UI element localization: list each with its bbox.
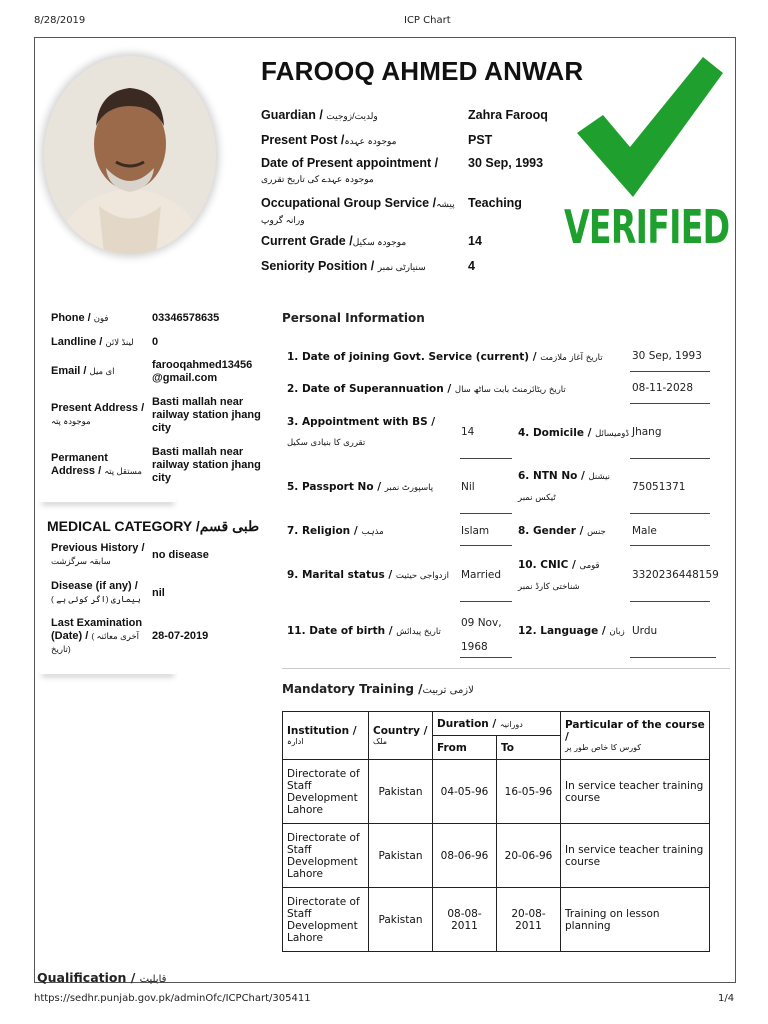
particular-cell: Training on lesson planning	[561, 888, 710, 952]
mandatory-training-title: Mandatory Training /لازمی تربیت	[282, 682, 474, 696]
occupational-group-label: Occupational Group Service /پیشہ ورانہ گروپ	[261, 196, 455, 225]
bs-underline	[460, 458, 512, 459]
phone-value: 03346578635	[152, 312, 220, 324]
last-exam-value: 28-07-2019	[152, 630, 209, 642]
to-cell: 16-05-96	[497, 760, 561, 824]
superannuation-value: 08-11-2028	[632, 382, 694, 394]
ntn-value: 75051371	[632, 481, 686, 493]
personal-info-title: Personal Information	[282, 311, 425, 325]
passport-label: 5. Passport No / پاسپورٹ نمبر	[287, 481, 434, 493]
superannuation-underline	[630, 403, 710, 404]
current-grade-label: Current Grade /موجودہ سکیل	[261, 234, 407, 248]
from-cell: 08-08-2011	[433, 888, 497, 952]
contact-shadow-divider	[40, 496, 176, 502]
institution-header: Institution / ادارہ	[283, 712, 369, 760]
last-exam-label: Last Examination (Date) / ( آخری معائنہ (تاریخ	[51, 617, 143, 654]
marital-underline	[460, 601, 512, 602]
employee-name: FAROOQ AHMED ANWAR	[261, 56, 584, 86]
country-cell: Pakistan	[369, 888, 433, 952]
language-label: 12. Language / زبان	[518, 625, 625, 637]
particular-cell: In service teacher training course	[561, 824, 710, 888]
country-header: Country / ملک	[369, 712, 433, 760]
landline-value: 0	[152, 336, 159, 348]
cnic-label: 10. CNIC / قومی شناختی کارڈ نمبر	[518, 559, 600, 592]
present-post-label: Present Post /موجودہ عہدہ	[261, 133, 397, 147]
current-grade-value: 14	[468, 234, 482, 248]
dob-value: 09 Nov, 1968	[461, 617, 502, 653]
particular-cell: In service teacher training course	[561, 760, 710, 824]
from-header: From	[433, 736, 497, 760]
marital-label: 9. Marital status / ازدواجی حیثیت	[287, 569, 449, 581]
checkmark-icon	[575, 55, 725, 200]
permanent-address-value: Basti mallah near railway station jhang city	[152, 446, 261, 484]
print-date: 8/28/2019	[34, 15, 86, 26]
joining-date-label: 1. Date of joining Govt. Service (current) / تاریخ آغاز ملازمت	[287, 351, 603, 363]
institution-cell: Directorate of Staff Development Lahore	[283, 824, 369, 888]
guardian-label: Guardian / ولدیت/زوجیت	[261, 108, 378, 122]
institution-cell: Directorate of Staff Development Lahore	[283, 888, 369, 952]
language-value: Urdu	[632, 625, 658, 637]
email-value: farooqahmed13456 @gmail.com	[152, 359, 253, 384]
passport-underline	[460, 513, 512, 514]
table-row	[283, 760, 710, 824]
medical-category-title: MEDICAL CATEGORY /طبی قسم	[47, 518, 260, 534]
country-cell: Pakistan	[369, 824, 433, 888]
table-row	[283, 824, 710, 888]
ntn-label: 6. NTN No / نیشنل ٹیکس نمبر	[518, 470, 611, 503]
religion-label: 7. Religion / مذہب	[287, 525, 384, 537]
institution-cell: Directorate of Staff Development Lahore	[283, 760, 369, 824]
cnic-underline	[630, 601, 710, 602]
to-cell: 20-06-96	[497, 824, 561, 888]
email-label: Email / ای میل	[51, 365, 115, 377]
permanent-address-label: Permanent Address / مستقل پتہ	[51, 452, 142, 477]
page-url[interactable]: https://sedhr.punjab.gov.pk/adminOfc/ICPChart/305411	[34, 993, 311, 1004]
religion-underline	[460, 545, 512, 546]
domicile-value: Jhang	[632, 426, 662, 438]
superannuation-label: 2. Date of Superannuation / تاریخ ریٹائرمنٹ بابت ساٹھ سال	[287, 383, 566, 395]
domicile-underline	[630, 458, 710, 459]
joining-date-underline	[630, 371, 710, 372]
page-number: 1/4	[718, 993, 735, 1004]
gender-underline	[630, 545, 710, 546]
joining-date-value: 30 Sep, 1993	[632, 350, 702, 362]
country-cell: Pakistan	[369, 760, 433, 824]
to-cell: 20-08-2011	[497, 888, 561, 952]
dob-underline	[460, 657, 512, 658]
qualification-title: Qualification / قابلیت	[37, 970, 167, 985]
marital-value: Married	[461, 569, 501, 581]
phone-label: Phone / فون	[51, 312, 109, 324]
landline-label: Landline / لینڈ لائن	[51, 336, 134, 348]
bs-label: 3. Appointment with BS / تقرری کا بنیادی سکیل	[287, 416, 436, 448]
personal-info-divider	[282, 668, 730, 669]
present-address-label: Present Address / موجودہ پتہ	[51, 402, 145, 426]
cnic-value: 3320236448159	[632, 569, 719, 581]
present-address-value: Basti mallah near railway station jhang city	[152, 396, 261, 434]
table-row	[283, 888, 710, 952]
duration-header: Duration / دورانیہ	[433, 712, 561, 736]
seniority-label: Seniority Position / سنیارٹی نمبر	[261, 259, 426, 273]
occupational-group-value: Teaching	[468, 196, 522, 210]
previous-history-value: no disease	[152, 549, 209, 561]
domicile-label: 4. Domicile / ڈومیسائل	[518, 427, 630, 439]
gender-value: Male	[632, 525, 657, 537]
appointment-date-label: Date of Present appointment / موجودہ عہدے کی تاریخ تقرری	[261, 156, 439, 184]
person-portrait-icon	[44, 56, 216, 254]
to-header: To	[497, 736, 561, 760]
from-cell: 04-05-96	[433, 760, 497, 824]
present-post-value: PST	[468, 133, 493, 147]
passport-value: Nil	[461, 481, 475, 493]
from-cell: 08-06-96	[433, 824, 497, 888]
medical-shadow-divider	[40, 668, 176, 674]
bs-value: 14	[461, 426, 475, 438]
gender-label: 8. Gender / جنس	[518, 525, 606, 537]
guardian-value: Zahra Farooq	[468, 108, 548, 122]
training-table	[282, 711, 710, 952]
disease-value: nil	[152, 587, 165, 599]
dob-label: 11. Date of birth / تاریخ پیدائش	[287, 625, 441, 637]
seniority-value: 4	[468, 259, 475, 273]
disease-label: Disease (if any) / بیماری (اگر کوئی ہے )	[51, 580, 141, 604]
ntn-underline	[630, 513, 710, 514]
particular-header: Particular of the course / کورس کا خاص طور پر	[561, 712, 710, 760]
print-title: ICP Chart	[404, 15, 451, 26]
profile-photo	[44, 56, 216, 254]
religion-value: Islam	[461, 525, 490, 537]
verified-badge: VERIFIED	[564, 200, 730, 254]
language-underline	[630, 657, 716, 658]
previous-history-label: Previous History / سابقہ سرگزشت	[51, 542, 145, 566]
appointment-date-value: 30 Sep, 1993	[468, 156, 544, 170]
